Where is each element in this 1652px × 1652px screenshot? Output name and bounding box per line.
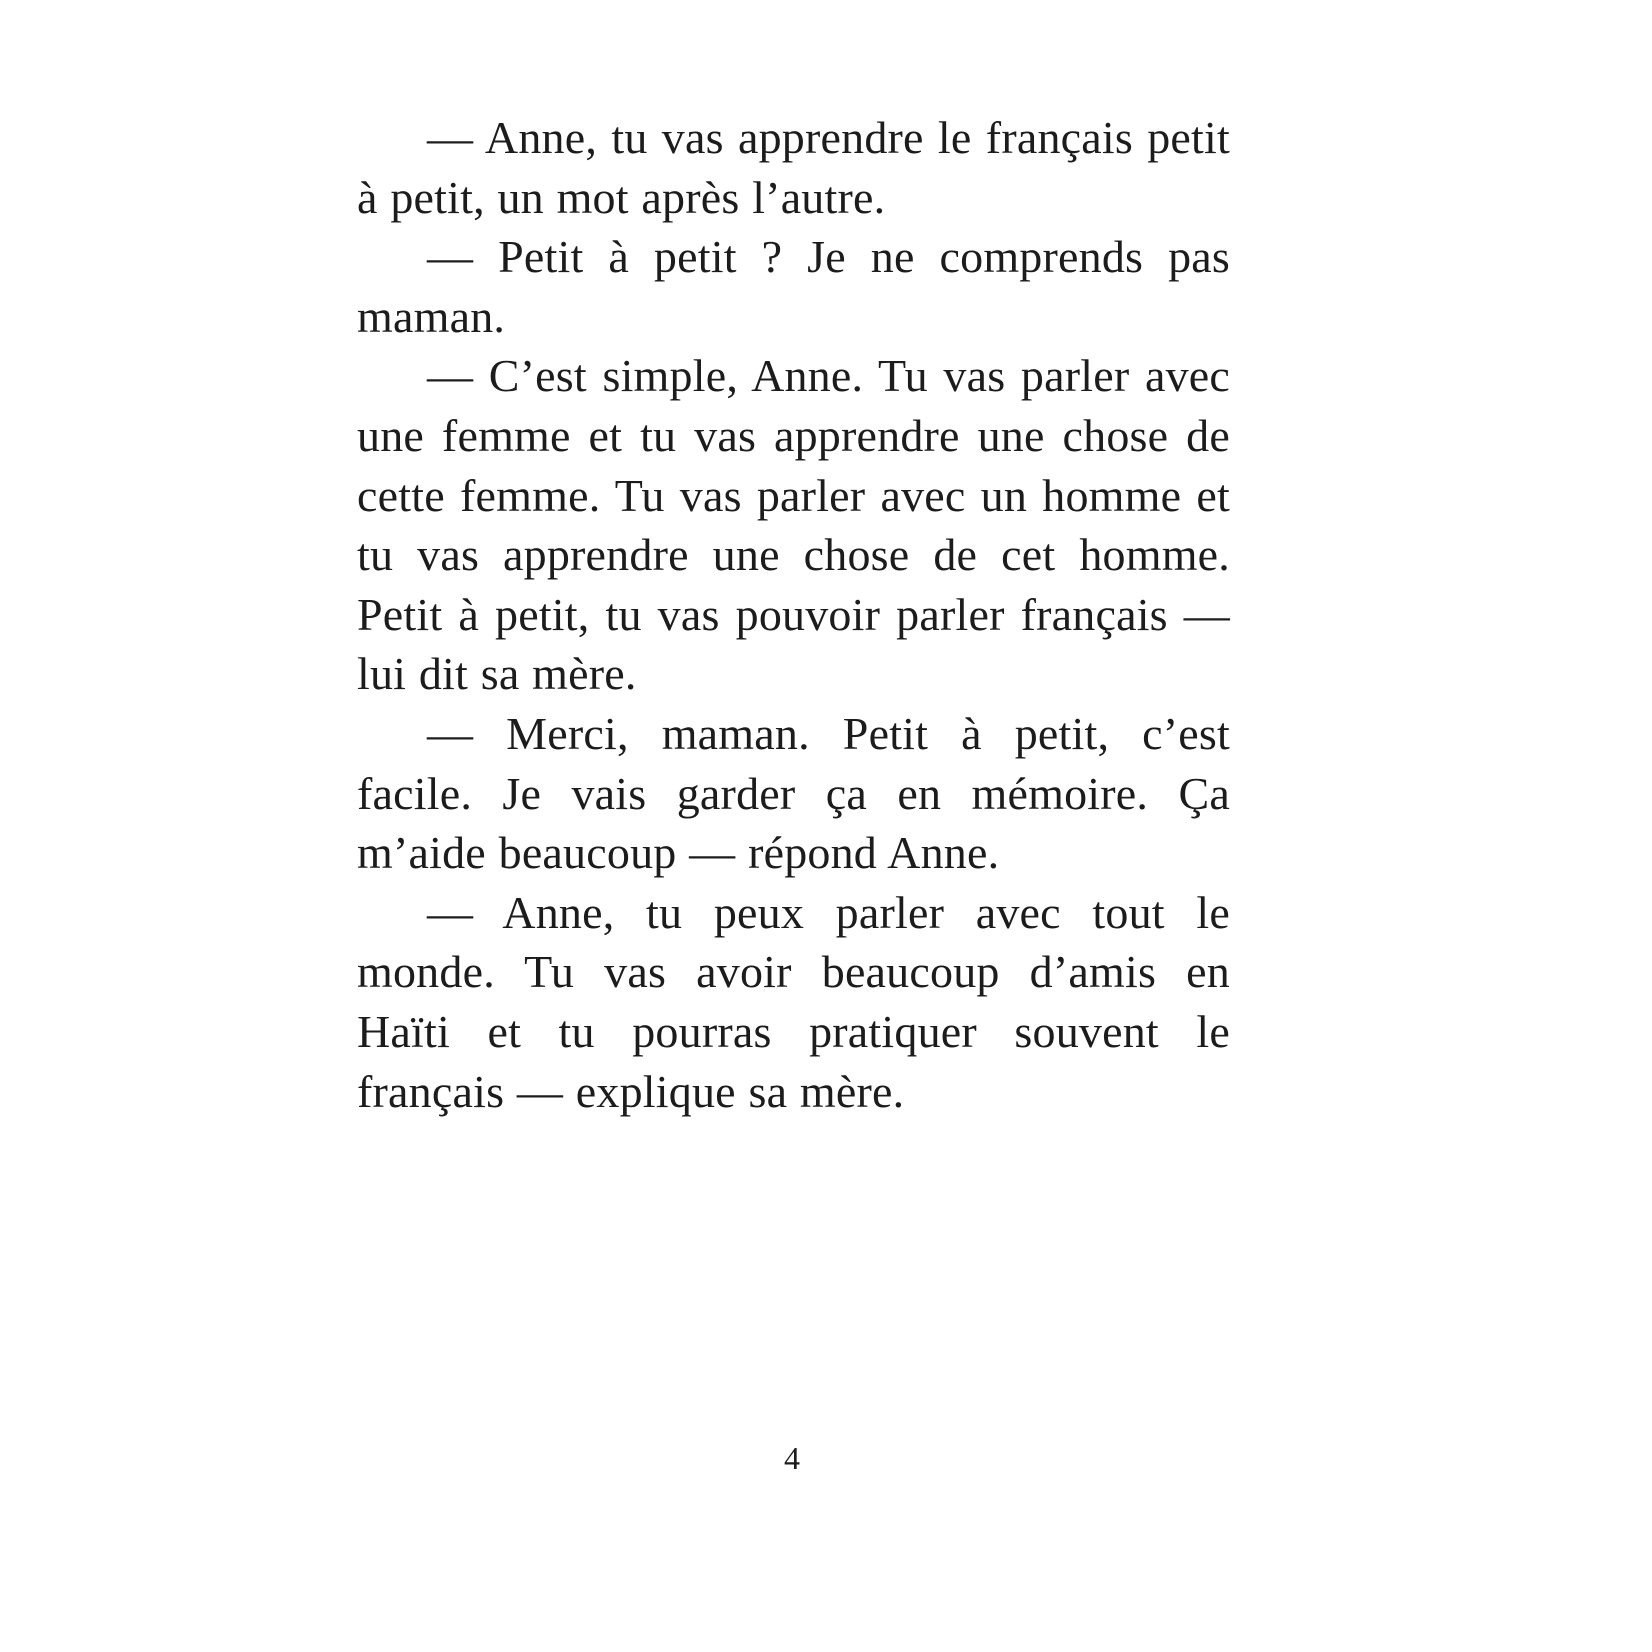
paragraph-4: — Merci, maman. Petit à petit, c’est facile. Je vais garder ça en mémoire. Ça m’aide beaucoup — répond Anne. (357, 707, 1230, 879)
body-text (357, 108, 1230, 1121)
paragraph-2: — Petit à petit ? Je ne comprends pas maman. (357, 231, 1230, 342)
paragraph-3: — C’est simple, Anne. Tu vas parler avec une femme et tu vas apprendre une chose de cette femme. Tu vas parler avec un homme et tu vas apprendre une chose de cet homme. Petit à petit, tu vas pouvoir parler français — lui dit sa mère. (357, 350, 1230, 700)
paragraph-1: — Anne, tu vas apprendre le français petit à petit, un mot après l’autre. (357, 112, 1230, 223)
paragraph-5: — Anne, tu peux parler avec tout le monde. Tu vas avoir beaucoup d’amis en Haïti et tu pourras pratiquer souvent le français — explique sa mère. (357, 886, 1230, 1117)
page-number: 4 (784, 1440, 800, 1476)
